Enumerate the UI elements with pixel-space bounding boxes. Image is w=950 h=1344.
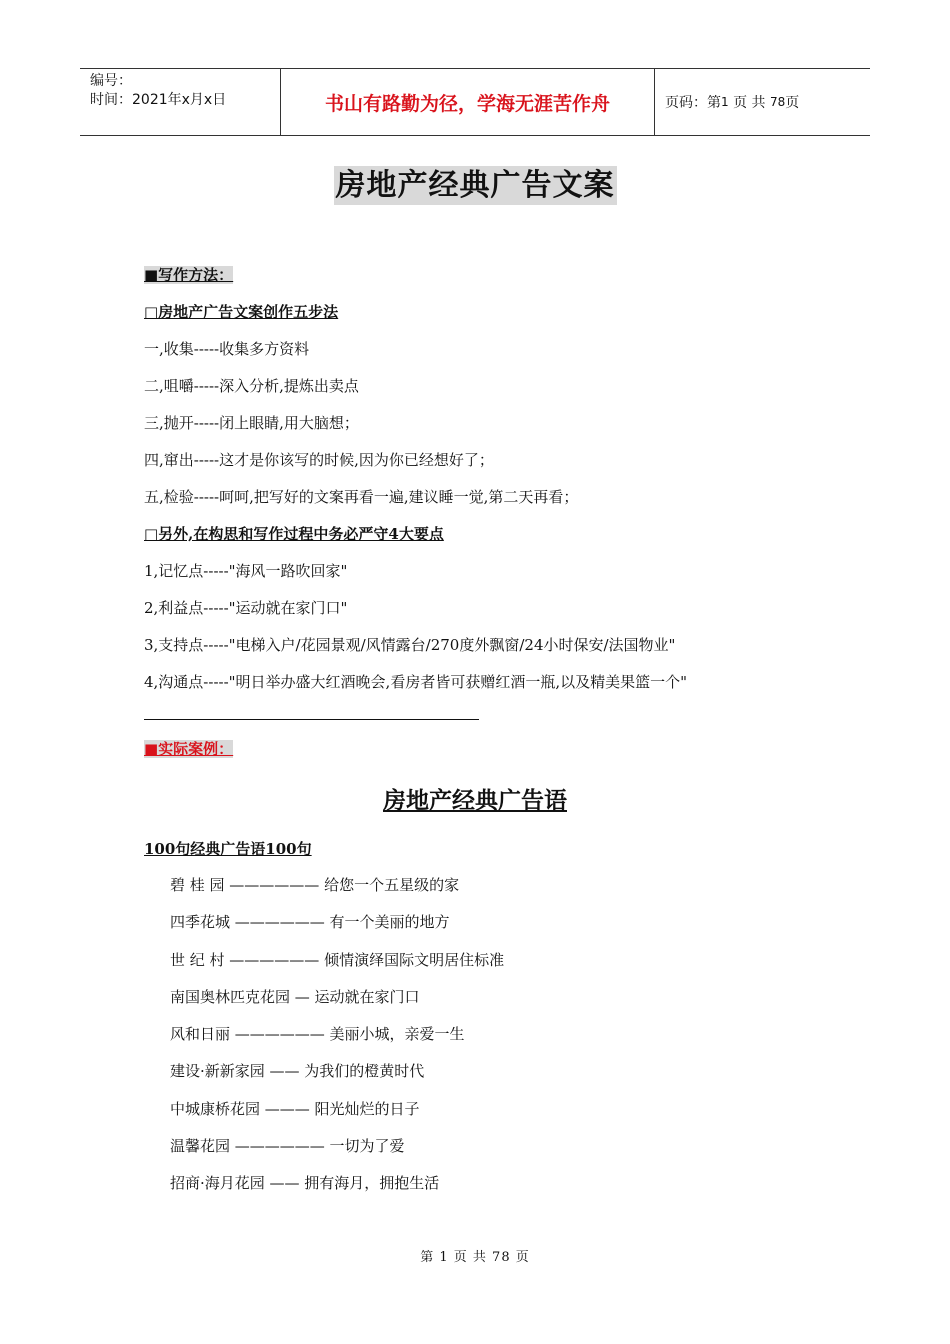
slogan-list-heading-wrap <box>144 836 844 873</box>
step-item: 四,窜出-----这才是你该写的时候,因为你已经想好了； <box>144 451 494 469</box>
step-item: 五,检验-----呵呵,把写好的文案再看一遍,建议睡一觉,第二天再看； <box>144 488 579 506</box>
document-title <box>0 160 950 204</box>
header-motto: 书山有路勤为径，学海无涯苦作舟 <box>281 69 655 135</box>
page-end: 页 <box>785 95 800 111</box>
page-total: 78 <box>770 95 786 109</box>
slogan-list-heading: 100句经典广告语100句 <box>144 840 312 858</box>
slogan-list <box>170 872 850 1208</box>
step-item: 一,收集-----收集多方资料 <box>144 340 310 358</box>
header-page-number <box>655 69 870 135</box>
page-label: 页码：第 <box>665 95 721 111</box>
list-item: 碧 桂 园 —————— 给您一个五星级的家 <box>170 876 460 894</box>
cases-section <box>144 736 844 773</box>
point-item: 2,利益点-----"运动就在家门口" <box>144 599 348 617</box>
time-label: 时间：2021年x月x日 <box>90 92 227 108</box>
point-item: 1,记忆点-----"海风一路吹回家" <box>144 562 348 580</box>
point-item: 3,支持点-----"电梯入户/花园景观/风情露台/270度外飘窗/24小时保安/法国物业" <box>144 636 676 654</box>
list-item: 招商·海月花园 —— 拥有海月，拥抱生活 <box>170 1174 440 1193</box>
writing-method-section <box>144 262 844 706</box>
page-footer: 第 1 页 共 78 页 <box>420 1250 530 1265</box>
header-meta <box>80 69 281 135</box>
list-item: 南国奥林匹克花园 — 运动就在家门口 <box>170 987 420 1006</box>
document-title-text: 房地产经典广告文案 <box>335 168 615 203</box>
number-label: 编号： <box>90 73 132 89</box>
page-mid: 页 共 <box>733 95 766 111</box>
list-item: 四季花城 —————— 有一个美丽的地方 <box>170 913 450 932</box>
list-item: 温馨花园 —————— 一切为了爱 <box>170 1137 405 1156</box>
method-heading: ■写作方法： <box>144 266 234 284</box>
list-item: 中城康桥花园 ——— 阳光灿烂的日子 <box>170 1099 420 1118</box>
slogans-title: 房地产经典广告语 <box>383 788 567 814</box>
cases-heading: ■实际案例： <box>144 740 234 758</box>
divider <box>144 719 479 720</box>
step-item: 三,抛开-----闭上眼睛,用大脑想； <box>144 414 359 432</box>
step-item: 二,咀嚼-----深入分析,提炼出卖点 <box>144 377 359 395</box>
list-item: 世 纪 村 —————— 倾情演绎国际文明居住标准 <box>170 950 505 969</box>
list-item: 建设·新新家园 —— 为我们的橙黄时代 <box>170 1062 425 1081</box>
four-points-heading: □另外,在构思和写作过程中务必严守4大要点 <box>144 525 444 543</box>
page-header <box>80 68 870 136</box>
point-item: 4,沟通点-----"明日举办盛大红酒晚会,看房者皆可获赠红酒一瓶,以及精美果篮一个" <box>144 673 687 691</box>
list-item: 风和日丽 —————— 美丽小城，亲爱一生 <box>170 1025 465 1044</box>
five-steps-heading: □房地产广告文案创作五步法 <box>144 303 339 321</box>
page-current: 1 <box>721 95 729 109</box>
